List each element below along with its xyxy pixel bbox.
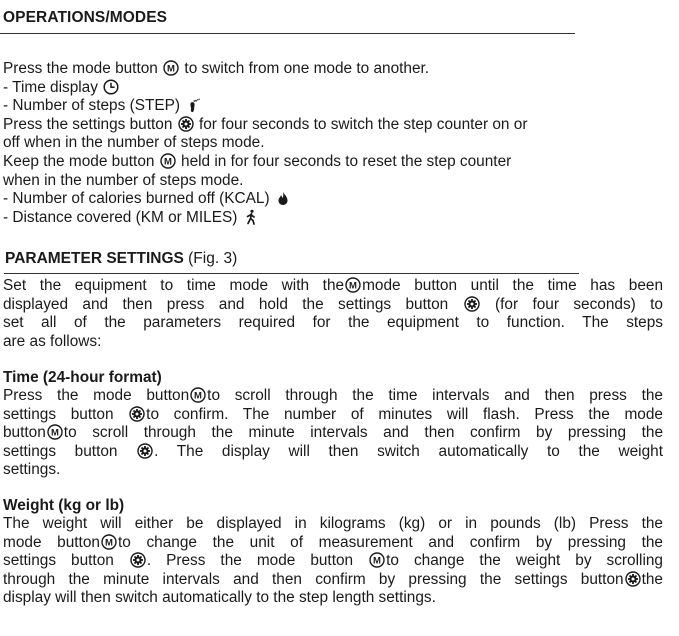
gear-icon (464, 296, 480, 312)
clock-icon (103, 79, 119, 95)
m-icon (160, 153, 176, 169)
m-icon (101, 534, 117, 550)
m-icon (163, 60, 179, 76)
gear-icon (178, 116, 194, 132)
text-run: settings button (3, 405, 129, 423)
text-line (3, 515, 663, 534)
text-run: to switch from one mode to another. (180, 60, 430, 77)
text-run: - Number of calories burned off (KCAL) (3, 190, 274, 208)
heading-rule (0, 33, 575, 34)
m-icon (345, 277, 361, 293)
text-line (3, 134, 663, 153)
gear-icon (129, 406, 145, 422)
text-line (3, 571, 663, 590)
text-run: . Press the mode button (146, 552, 369, 570)
text-run: are as follows: (3, 332, 102, 350)
text-line (3, 116, 663, 135)
svg-text:M: M (167, 63, 176, 75)
m-icon (47, 424, 63, 440)
parameters-text (3, 277, 663, 351)
text-run: to change the weight by scrolling (386, 552, 663, 570)
text-run: off when in the number of steps mode. (3, 134, 265, 152)
time-heading: Time (24-hour format) (3, 369, 162, 386)
foot-icon (185, 97, 201, 113)
section-heading-parameters (5, 250, 237, 269)
m-icon (369, 552, 385, 568)
text-run: - Time display (3, 78, 103, 96)
section-heading-operations: OPERATIONS/MODES (3, 9, 168, 26)
operations-text (3, 60, 663, 227)
svg-text:M: M (50, 427, 59, 439)
text-run: settings button (3, 552, 129, 570)
svg-text:M: M (373, 555, 382, 567)
text-run: mode button (3, 533, 100, 551)
text-run: when in the number of steps mode. (3, 171, 244, 189)
text-line (3, 589, 663, 608)
svg-text:M: M (349, 280, 358, 292)
text-line (3, 443, 663, 462)
text-run: Set the equipment to time mode with the (3, 277, 345, 294)
text-run: settings. (3, 461, 61, 479)
weight-text (3, 515, 663, 608)
flame-icon (275, 190, 291, 206)
text-line (3, 97, 663, 116)
text-line (3, 79, 663, 98)
text-line (3, 314, 663, 333)
text-line (3, 296, 663, 315)
text-run: settings button (3, 442, 137, 460)
text-line (3, 277, 663, 296)
svg-text:M: M (163, 156, 172, 168)
text-run: display will then switch automatically to the step length settings. (3, 589, 436, 607)
text-run: to scroll through the time intervals and then press the (207, 387, 663, 404)
text-run: mode button until the time has been (362, 277, 664, 294)
text-run: . The display will then switch automatically to the weight (154, 442, 663, 460)
text-run: the (641, 570, 663, 588)
m-icon (190, 387, 206, 403)
text-line (3, 333, 663, 352)
text-run: (for four seconds) to (480, 295, 663, 313)
text-run: displayed and then press and hold the settings button (3, 295, 463, 313)
gear-icon (625, 571, 641, 587)
text-line (3, 153, 663, 172)
text-line (3, 461, 663, 480)
text-line (3, 552, 663, 571)
text-line (3, 190, 663, 209)
svg-text:M: M (194, 390, 203, 402)
text-run: set all of the parameters required for the equipment to function. The steps (3, 314, 663, 332)
text-run: through the minute intervals and then confirm by pressing the settings button (3, 570, 624, 588)
text-run: Press the mode button (3, 387, 190, 404)
gear-icon (137, 443, 153, 459)
text-run: to scroll through the minute intervals and then confirm by pressing the (63, 424, 663, 442)
gear-icon (130, 552, 146, 568)
text-line (3, 209, 663, 228)
text-run: button (3, 424, 46, 442)
text-line (3, 534, 663, 553)
text-run: Press the settings button (3, 115, 177, 133)
text-run: The weight will either be displayed in kilograms (kg) or in pounds (lb) Press the (3, 515, 663, 532)
text-run: - Number of steps (STEP) (3, 97, 185, 115)
text-run: Press the mode button (3, 60, 163, 77)
parameters-heading-bold: PARAMETER SETTINGS (5, 250, 184, 267)
text-run: - Distance covered (KM or MILES) (3, 208, 242, 226)
svg-text:M: M (104, 537, 113, 549)
parameters-heading-figref: (Fig. 3) (183, 250, 238, 267)
text-line (3, 406, 663, 425)
text-run: Keep the mode button (3, 152, 159, 170)
parameters-rule (4, 273, 579, 274)
walker-icon (243, 209, 259, 225)
text-line (3, 387, 663, 406)
text-run: to confirm. The number of minutes will flash. Press the mode (146, 405, 663, 423)
weight-heading: Weight (kg or lb) (3, 497, 125, 514)
text-run: held in for four seconds to reset the step counter (176, 152, 512, 170)
text-line (3, 424, 663, 443)
text-run: to change the unit of measurement and confirm by pressing the (117, 533, 663, 551)
text-run: for four seconds to switch the step counter on or (194, 115, 528, 133)
text-line (3, 60, 663, 79)
time-text (3, 387, 663, 480)
text-line (3, 172, 663, 191)
